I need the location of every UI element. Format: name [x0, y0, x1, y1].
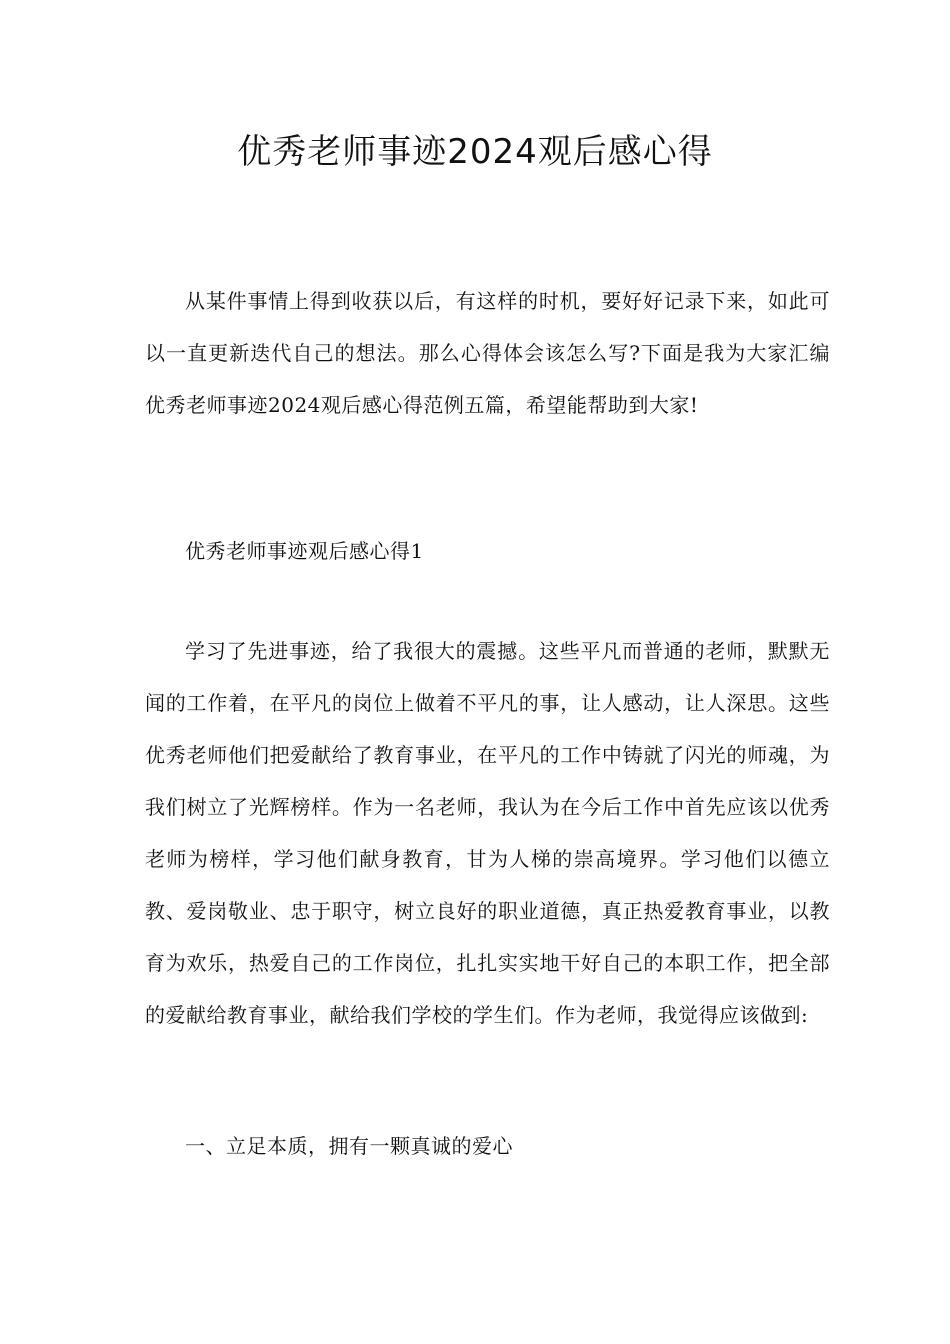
body-paragraph: 学习了先进事迹，给了我很大的震撼。这些平凡而普通的老师，默默无闻的工作着，在平凡的岗位上做着不平凡的事，让人感动，让人深思。这些优秀老师他们把爱献给了教育事业，在平凡的工作中铸就了闪光的师魂，为我们树立了光辉榜样。作为一名老师，我认为在今后工作中首先应该以优秀老师为榜样，学习他们献身教育，甘为人梯的崇高境界。学习他们以德立教、爱岗敬业、忠于职守，树立良好的职业道德，真正热爱教育事业，以教育为欢乐，热爱自己的工作岗位，扎扎实实地干好自己的本职工作，把全部的爱献给教育事业，献给我们学校的学生们。作为老师，我觉得应该做到:: [145, 639, 830, 1027]
document-title: 优秀老师事迹2024观后感心得: [237, 132, 713, 172]
subheading: 一、立足本质，拥有一颗真诚的爱心: [185, 1134, 513, 1158]
intro-paragraph: 从某件事情上得到收获以后，有这样的时机，要好好记录下来，如此可以一直更新迭代自己的想法。那么心得体会该怎么写?下面是我为大家汇编优秀老师事迹2024观后感心得范例五篇，希望能帮助到大家!: [145, 289, 830, 417]
section-title: 优秀老师事迹观后感心得1: [185, 539, 424, 563]
